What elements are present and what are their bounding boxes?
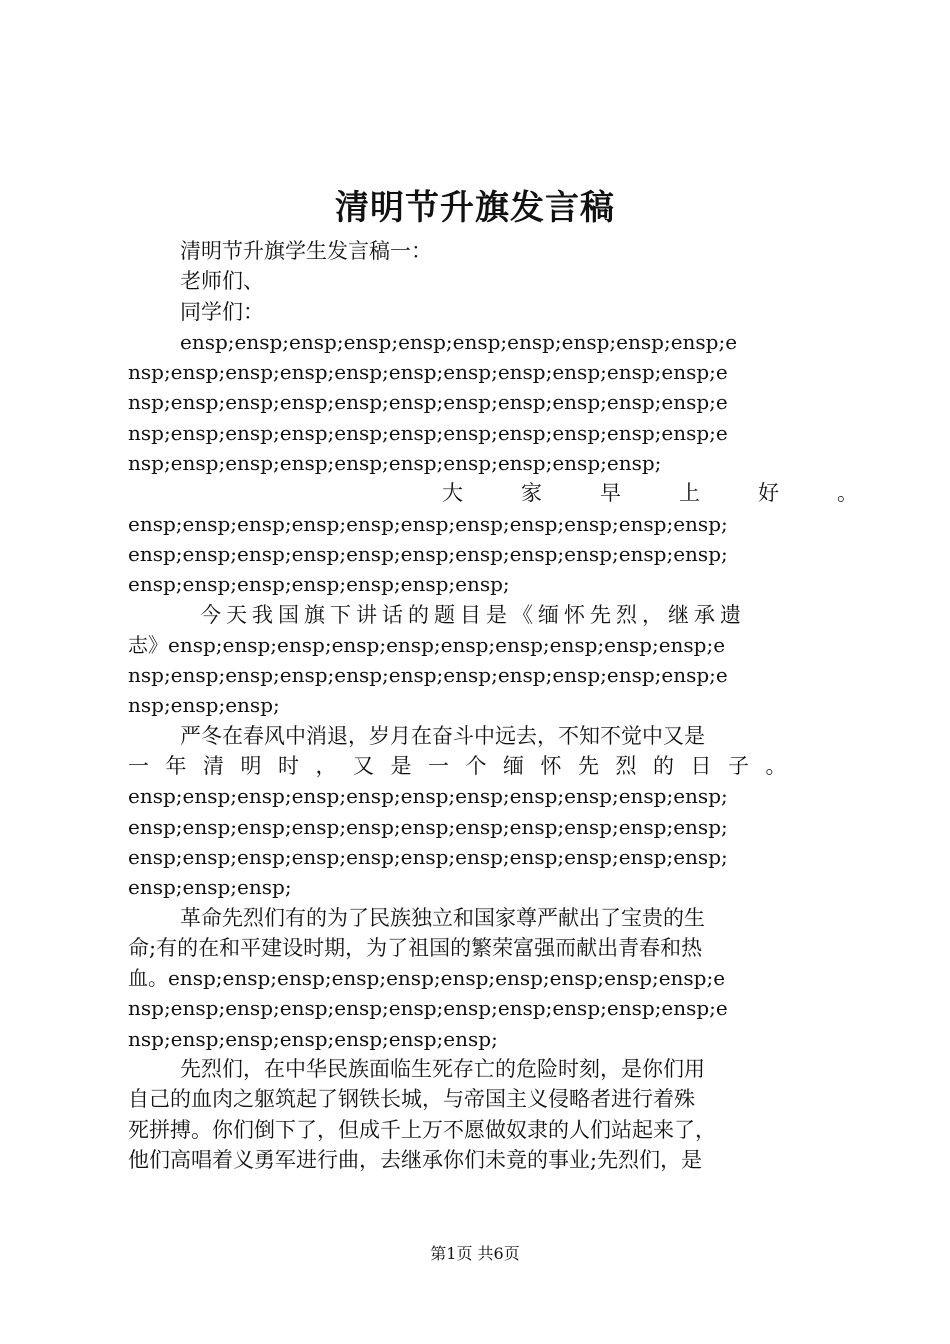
- body-line: ensp;ensp;ensp;ensp;ensp;ensp;ensp;: [128, 572, 510, 597]
- body-line: nsp;ensp;ensp;ensp;ensp;ensp;ensp;ensp;ensp;ensp;ensp;e: [128, 360, 728, 385]
- body-line: nsp;ensp;ensp;ensp;ensp;ensp;ensp;: [128, 1026, 498, 1051]
- body-line: 自己的血肉之躯筑起了钢铁长城，与帝国主义侵略者进行着殊: [128, 1087, 695, 1112]
- body-line: 老师们、: [180, 269, 264, 294]
- body-line: ensp;ensp;ensp;: [128, 875, 292, 900]
- body-line: 死拼搏。你们倒下了，但成千上万不愿做奴隶的人们站起来了，: [128, 1117, 716, 1142]
- body-line: nsp;ensp;ensp;ensp;ensp;ensp;ensp;ensp;ensp;ensp;: [128, 451, 662, 476]
- body-line: 革命先烈们有的为了民族独立和国家尊严献出了宝贵的生: [180, 905, 705, 930]
- document-title: 清明节升旗发言稿: [335, 188, 615, 228]
- body-line: ensp;ensp;ensp;ensp;ensp;ensp;ensp;ensp;ensp;ensp;e: [180, 329, 738, 354]
- body-line: nsp;ensp;ensp;ensp;ensp;ensp;ensp;ensp;ensp;ensp;ensp;e: [128, 390, 728, 415]
- body-line: ensp;ensp;ensp;ensp;ensp;ensp;ensp;ensp;ensp;ensp;ensp;: [128, 814, 728, 839]
- body-line: ensp;ensp;ensp;ensp;ensp;ensp;ensp;ensp;ensp;ensp;ensp;: [128, 784, 728, 809]
- page-footer: 第1页 共6页: [430, 1244, 520, 1263]
- body-line: nsp;ensp;ensp;ensp;ensp;ensp;ensp;ensp;ensp;ensp;ensp;e: [128, 663, 728, 688]
- body-line: 血。ensp;ensp;ensp;ensp;ensp;ensp;ensp;ensp;ensp;ensp;e: [128, 966, 726, 991]
- body-line: nsp;ensp;ensp;: [128, 693, 280, 718]
- body-line: 他们高唱着义勇军进行曲，去继承你们未竟的事业;先烈们，是: [128, 1147, 703, 1172]
- body-line: 同学们：: [180, 299, 264, 324]
- body-line: ensp;ensp;ensp;ensp;ensp;ensp;ensp;ensp;ensp;ensp;ensp;: [128, 541, 728, 566]
- document-body: [128, 236, 916, 1175]
- greeting-text: 大家早上好。: [442, 481, 916, 506]
- body-line: ensp;ensp;ensp;ensp;ensp;ensp;ensp;ensp;ensp;ensp;ensp;: [128, 511, 728, 536]
- body-line: 今天我国旗下讲话的题目是《缅怀先烈，继承遗: [200, 602, 746, 627]
- body-line: ensp;ensp;ensp;ensp;ensp;ensp;ensp;ensp;ensp;ensp;ensp;: [128, 844, 728, 869]
- body-line: 志》ensp;ensp;ensp;ensp;ensp;ensp;ensp;ensp;ensp;ensp;e: [128, 632, 726, 657]
- body-line: 命;有的在和平建设时期，为了祖国的繁荣富强而献出青春和热: [128, 935, 703, 960]
- body-line: nsp;ensp;ensp;ensp;ensp;ensp;ensp;ensp;ensp;ensp;ensp;e: [128, 996, 728, 1021]
- body-line: 先烈们，在中华民族面临生死存亡的危险时刻，是你们用: [180, 1057, 705, 1082]
- body-line: 严冬在春风中消退，岁月在奋斗中远去，不知不觉中又是: [180, 723, 705, 748]
- body-line: 一年清明时，又是一个缅怀先烈的日子。: [128, 754, 803, 779]
- body-line: 清明节升旗学生发言稿一：: [180, 239, 432, 263]
- body-line-greeting: [128, 478, 916, 508]
- body-line: nsp;ensp;ensp;ensp;ensp;ensp;ensp;ensp;ensp;ensp;ensp;e: [128, 420, 728, 445]
